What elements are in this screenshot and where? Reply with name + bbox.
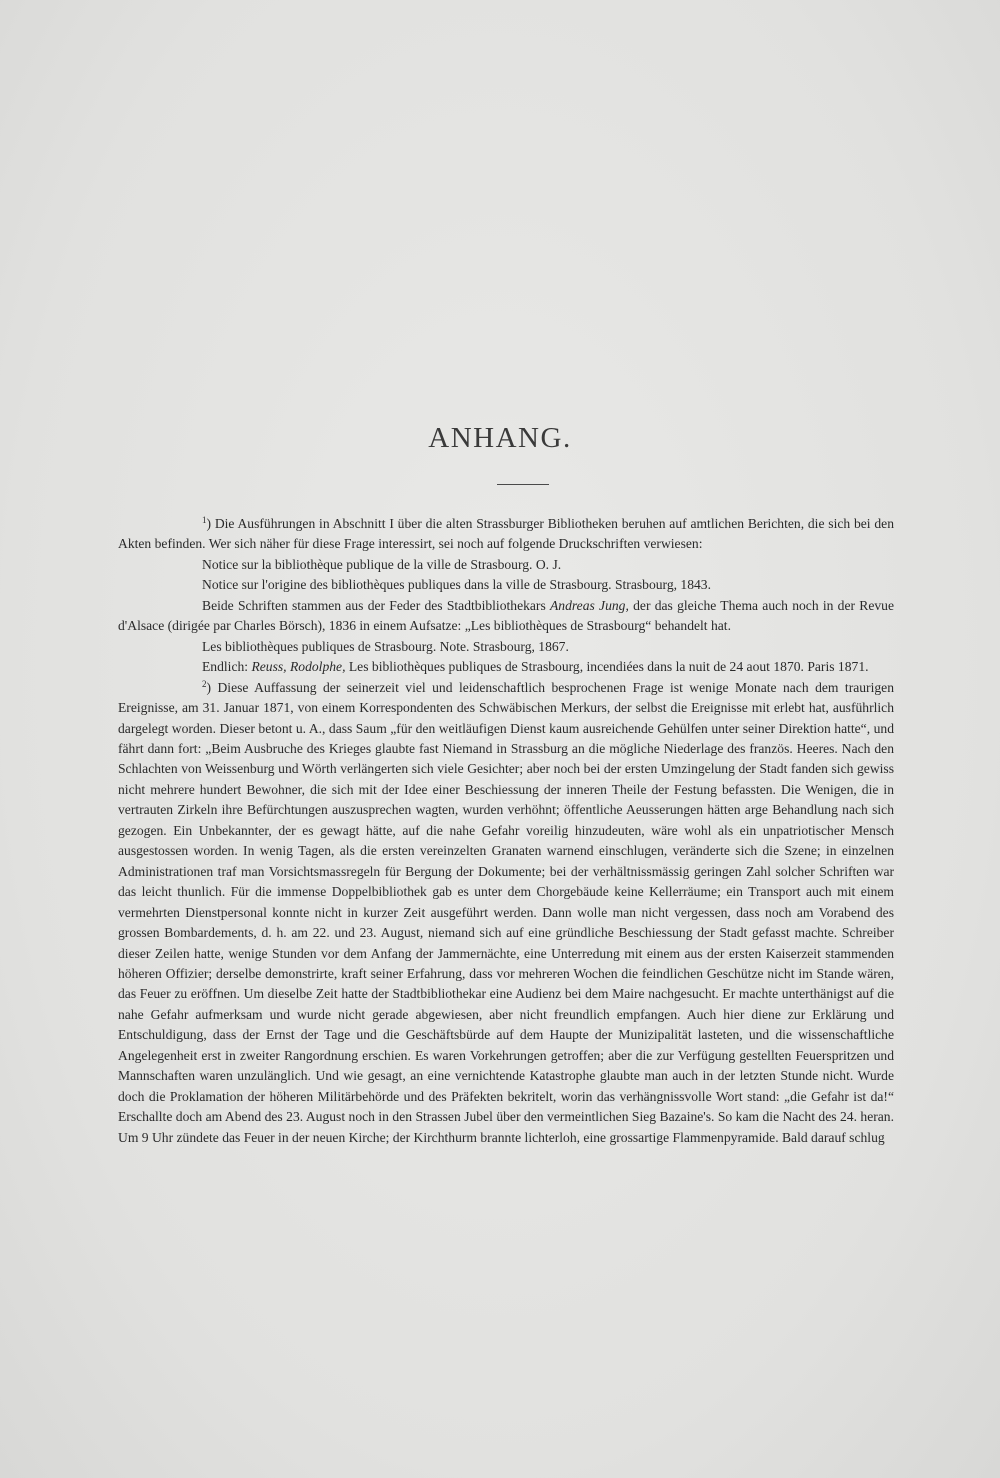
reference-entry: Notice sur la bibliothèque publique de la ville de Strasbourg. O. J.: [202, 556, 562, 572]
paragraph-text: der das gleiche Thema auch noch in der Revue d'Alsace (dirigée par Charles Börsch), 1836 in einem Aufsatze: „Les bibliothèques de Strasbourg“ behandelt hat.: [118, 597, 894, 634]
footnote-marker: 2: [202, 678, 207, 689]
reference-entry: Notice sur l'origine des bibliothèques publiques dans la ville de Strasbourg. Strasbourg, 1843.: [202, 577, 712, 593]
footnote-1-paragraph: [118, 514, 894, 555]
paragraph-text: ) Die Ausführungen in Abschnitt I über die alten Strassburger Bibliotheken beruhen auf amtlichen Berichten, die sich bei den Akten befinden. Wer sich näher für diese Frage interessirt, sei noch auf folgende Druckschriften verwiesen:: [118, 516, 894, 552]
paragraph-text: Beide Schriften stammen aus der Feder des Stadtbibliothekars: [202, 597, 550, 613]
page-title: ANHANG.: [428, 422, 572, 454]
reference-entry: Les bibliothèques publiques de Strasbourg. Note. Strasbourg, 1867.: [202, 638, 569, 654]
reference-entry: [118, 596, 894, 637]
footnote-2-paragraph: [118, 678, 894, 1148]
paragraph-text: Endlich:: [202, 659, 252, 675]
reference-entry: [118, 657, 894, 677]
title-rule: [497, 484, 549, 485]
author-name: Andreas Jung,: [550, 597, 629, 613]
footnote-marker: 1: [202, 515, 207, 525]
paragraph-text: ) Diese Auffassung der seinerzeit viel und leidenschaftlich besprochenen Frage ist wenige Monate nach dem traurigen Ereignisse, am 31. Januar 1871, von einem Korrespondenten des Schwäbischen Merkurs, der selbst die Ereignisse mit erlebt hat, ausführlich dargelegt worden. Dieser betont u. A., dass Saum „für den weitläufigen Dienst kaum ausreichende Gehülfen unter seiner Direktion hatte“, und fährt dann fort: „Beim Ausbruche des Krieges glaubte fast Niemand in Strassburg an die mögliche Niederlage des französ. Heeres. Nach den Schlachten von Weissenburg und Wörth verlängerten sich viele Gesichter; aber noch bei der ersten Umzingelung der Stadt fanden sich gewiss nicht mehrere hundert Bewohner, die sich mit der Idee einer Beschiessung der inneren Theile der Festung befassten. Die Wenigen, die in vertrauten Zirkeln ihre Befürchtungen auszusprechen wagten, wurden verhöhnt; öffentliche Aeusserungen hätten arge Behandlung nach sich gezogen. Ein Unbekannter, der es gewagt hätte, auf die nahe Gefahr voreilig hinzudeuten, wäre wohl als ein unpatriotischer Mensch ausgestossen worden. In wenig Tagen, als die ersten vereinzelten Granaten warnend einschlugen, veränderte sich die Szene; in einzelnen Administrationen traf man Vorsichtsmassregeln für Bergung der Dokumente; bei der verhältnissmässig geringen Zahl solcher Schriften war das leicht thunlich. Für die immense Doppelbibliothek gab es unter dem Chorgebäude keine Kellerräume; ein Transport auch mit einem vermehrten Dienstpersonal konnte nicht in kurzer Zeit ausgeführt werden. Dann wolle man nicht vergessen, dass noch am Vorabend des grossen Bombardements, d. h. am 22. und 23. August, niemand sich auf eine gründliche Beschiessung der Stadt gefasst machte. Schreiber dieser Zeilen hatte, wenige Stunden vor dem Anfang der Jammernächte, eine Unterredung mit einem aus der ersten Kaiserzeit stammenden höheren Offizier; derselbe demonstrirte, kraft seiner Erfahrung, dass vor mehreren Wochen die feindlichen Geschütze nicht im Stande wären, das Feuer zu eröffnen. Um dieselbe Zeit hatte der Stadtbibliothekar eine Audienz bei dem Maire nachgesucht. Er machte unterthänigst auf die nahe Gefahr aufmerksam und wurde nicht gerade abgewiesen, aber nicht freundlich empfangen. Auch hier diene zur Erklärung und Entschuldigung, dass der Ernst der Tage und die Geschäftsbürde auf dem Haupte der Munizipalität lasteten, und die wissenschaftliche Angelegenheit erst in zweiter Rangordnung erschien. Es waren Vorkehrungen getroffen; aber die zur Verfügung gestellten Feuerspritzen und Mannschaften waren unzulänglich. Und wie gesagt, an eine vernichtende Katastrophe glaubte man auch in der letzten Stunde nicht. Wurde doch die Proklamation der höheren Militärbehörde und des Präfekten bekritelt, worin das verhängnissvolle Wort stand: „die Gefahr ist da!“ Erschallte doch am Abend des 23. August noch in den Strassen Jubel über den vermeintlichen Sieg Bazaine's. So kam die Nacht des 24. heran. Um 9 Uhr zündete das Feuer in der neuen Kirche; der Kirchthurm brannte lichterloh, eine grossartige Flammenpyramide. Bald darauf schlug: [118, 679, 894, 1145]
paragraph-text: Les bibliothèques publiques de Strasbourg, incendiées dans la nuit de 24 aout 1870. Paris 1871.: [345, 659, 869, 675]
footnote-body: [118, 514, 894, 1148]
author-name: Reuss, Rodolphe,: [251, 659, 346, 675]
